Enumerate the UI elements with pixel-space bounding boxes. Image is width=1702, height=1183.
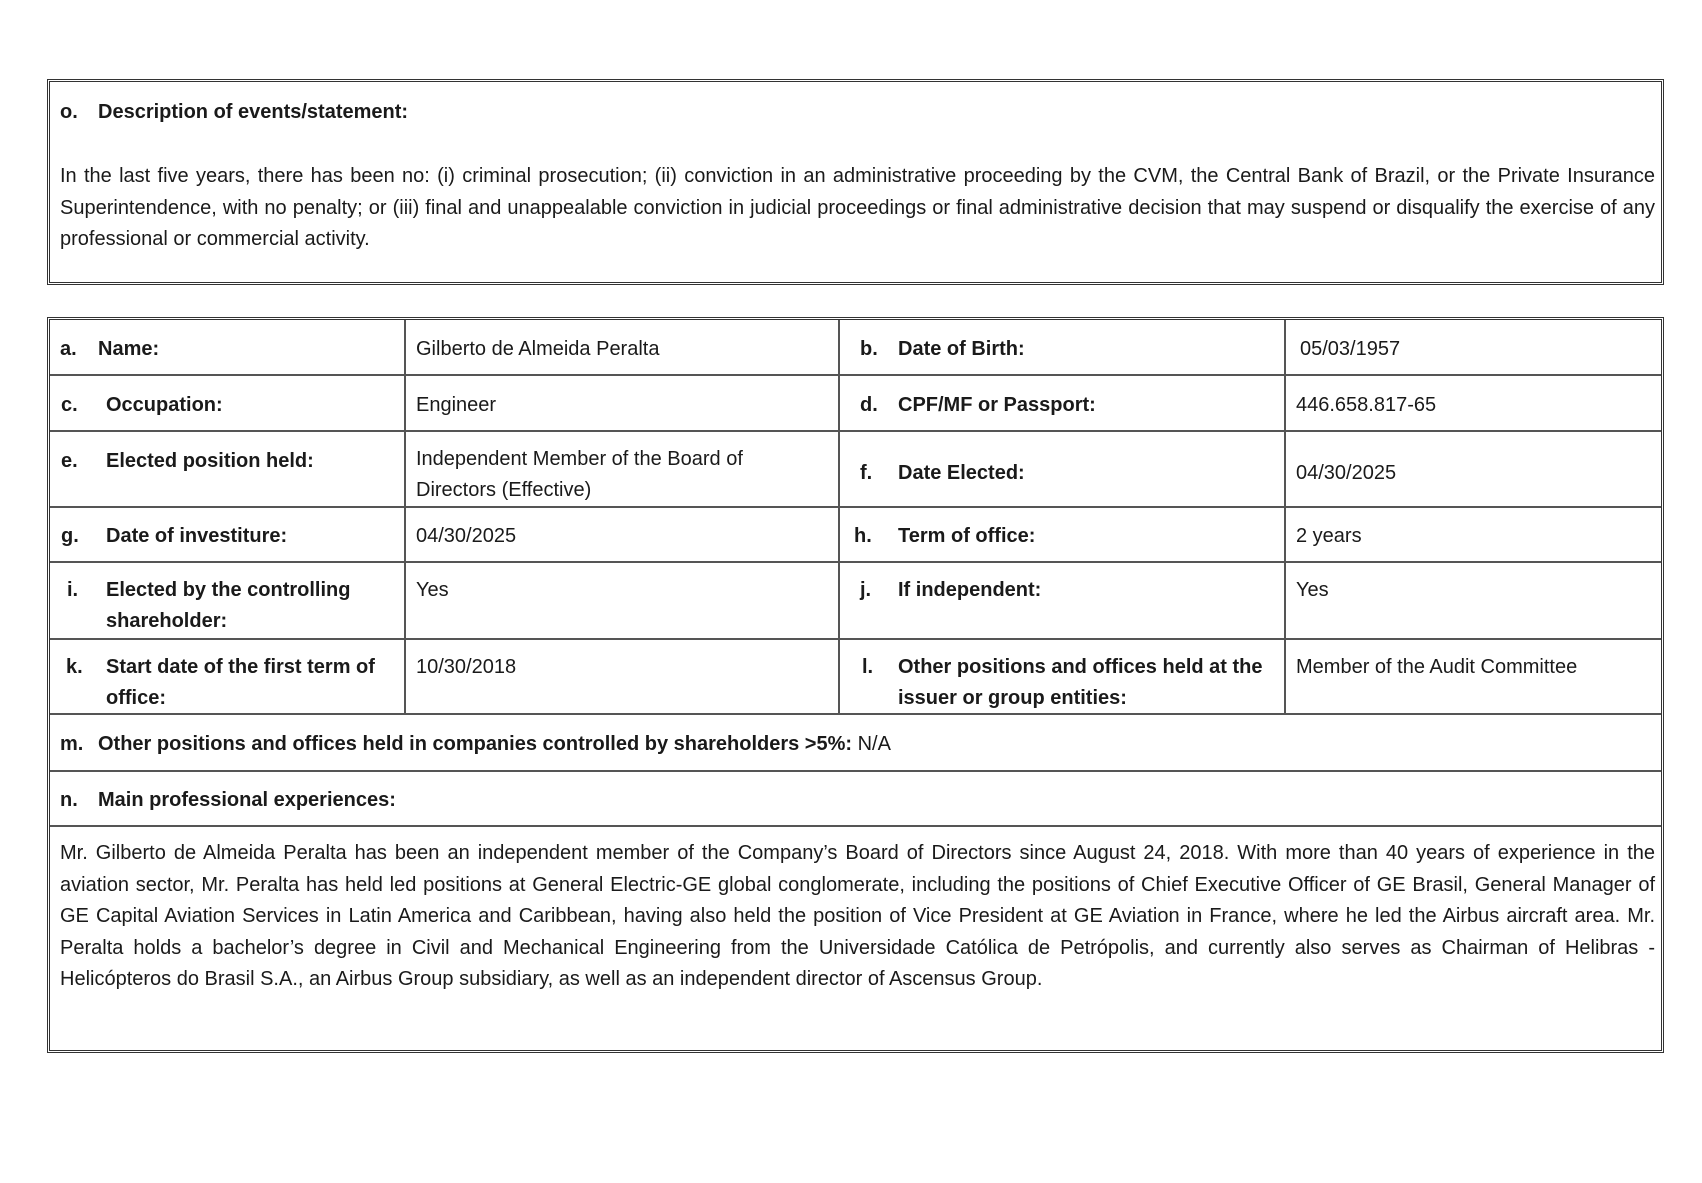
field-n-row <box>50 772 1661 827</box>
field-m-title: Other positions and offices held in companies controlled by shareholders >5%: <box>98 733 853 755</box>
statement-title: Description of events/statement: <box>98 101 409 123</box>
statement-text: In the last five years, there has been no: (i) criminal prosecution; (ii) conviction in an administrative proceeding by the CVM, the Central Bank of Brazil, or the Private Insurance Superintendence, with no penalty; or (iii) final and unappealable conviction in judicial proceedings or final administrative decision that may suspend or disqualify the exercise of any professional or commercial activity. <box>60 165 1655 250</box>
field-g-value: 04/30/2025 <box>406 508 840 563</box>
field-n-value: Mr. Gilberto de Almeida Peralta has been an independent member of the Company’s Board of Directors since August 24, 2018. With more than 40 years of experience in the aviation sector, Mr. Peralta has held led positions at General Electric-GE global conglomerate, including the positions of Chief Executive Officer of GE Brasil, General Manager of GE Capital Aviation Services in Latin America and Caribbean, having also held the position of Vice President at GE Aviation in France, where he led the Airbus aircraft area. Mr. Peralta holds a bachelor’s degree in Civil and Mechanical Engineering from the Universidade Católica de Petrópolis, and currently also serves as Chairman of Helibras - Helicópteros do Brasil S.A., an Airbus Group subsidiary, as well as an independent director of Ascensus Group. <box>60 842 1655 990</box>
field-h-label: h. Term of office: <box>840 508 1286 563</box>
field-e-value: Independent Member of the Board of Directors (Effective) <box>406 432 840 508</box>
field-j-label: j. If independent: <box>840 563 1286 640</box>
field-f-label: f. Date Elected: <box>840 432 1286 508</box>
field-e-label: e. Elected position held: <box>50 432 406 508</box>
field-l-label: l. Other positions and offices held at the issuer or group entities: <box>840 640 1286 715</box>
director-info-table <box>47 317 1664 1053</box>
field-b-value: 05/03/1957 <box>1286 320 1661 376</box>
field-i-label: i. Elected by the controlling shareholder: <box>50 563 406 640</box>
field-m-label: m. <box>60 733 84 755</box>
field-n-label: n. <box>60 789 78 811</box>
statement-label: o. <box>60 101 78 123</box>
field-m-row <box>50 715 1661 772</box>
field-m-value: N/A <box>857 733 891 755</box>
field-f-value: 04/30/2025 <box>1286 432 1661 508</box>
statement-box <box>47 79 1664 285</box>
field-l-value: Member of the Audit Committee <box>1286 640 1661 715</box>
field-d-value: 446.658.817-65 <box>1286 376 1661 432</box>
field-d-label: d. CPF/MF or Passport: <box>840 376 1286 432</box>
field-a-label: a. Name: <box>50 320 406 376</box>
field-a-value: Gilberto de Almeida Peralta <box>406 320 840 376</box>
field-c-value: Engineer <box>406 376 840 432</box>
field-j-value: Yes <box>1286 563 1661 640</box>
statement-heading <box>60 101 408 124</box>
field-k-value: 10/30/2018 <box>406 640 840 715</box>
field-k-label: k. Start date of the first term of office: <box>50 640 406 715</box>
field-h-value: 2 years <box>1286 508 1661 563</box>
field-b-label: b. Date of Birth: <box>840 320 1286 376</box>
field-i-value: Yes <box>406 563 840 640</box>
field-c-label: c. Occupation: <box>50 376 406 432</box>
field-n-title: Main professional experiences: <box>98 789 396 811</box>
field-g-label: g. Date of investiture: <box>50 508 406 563</box>
